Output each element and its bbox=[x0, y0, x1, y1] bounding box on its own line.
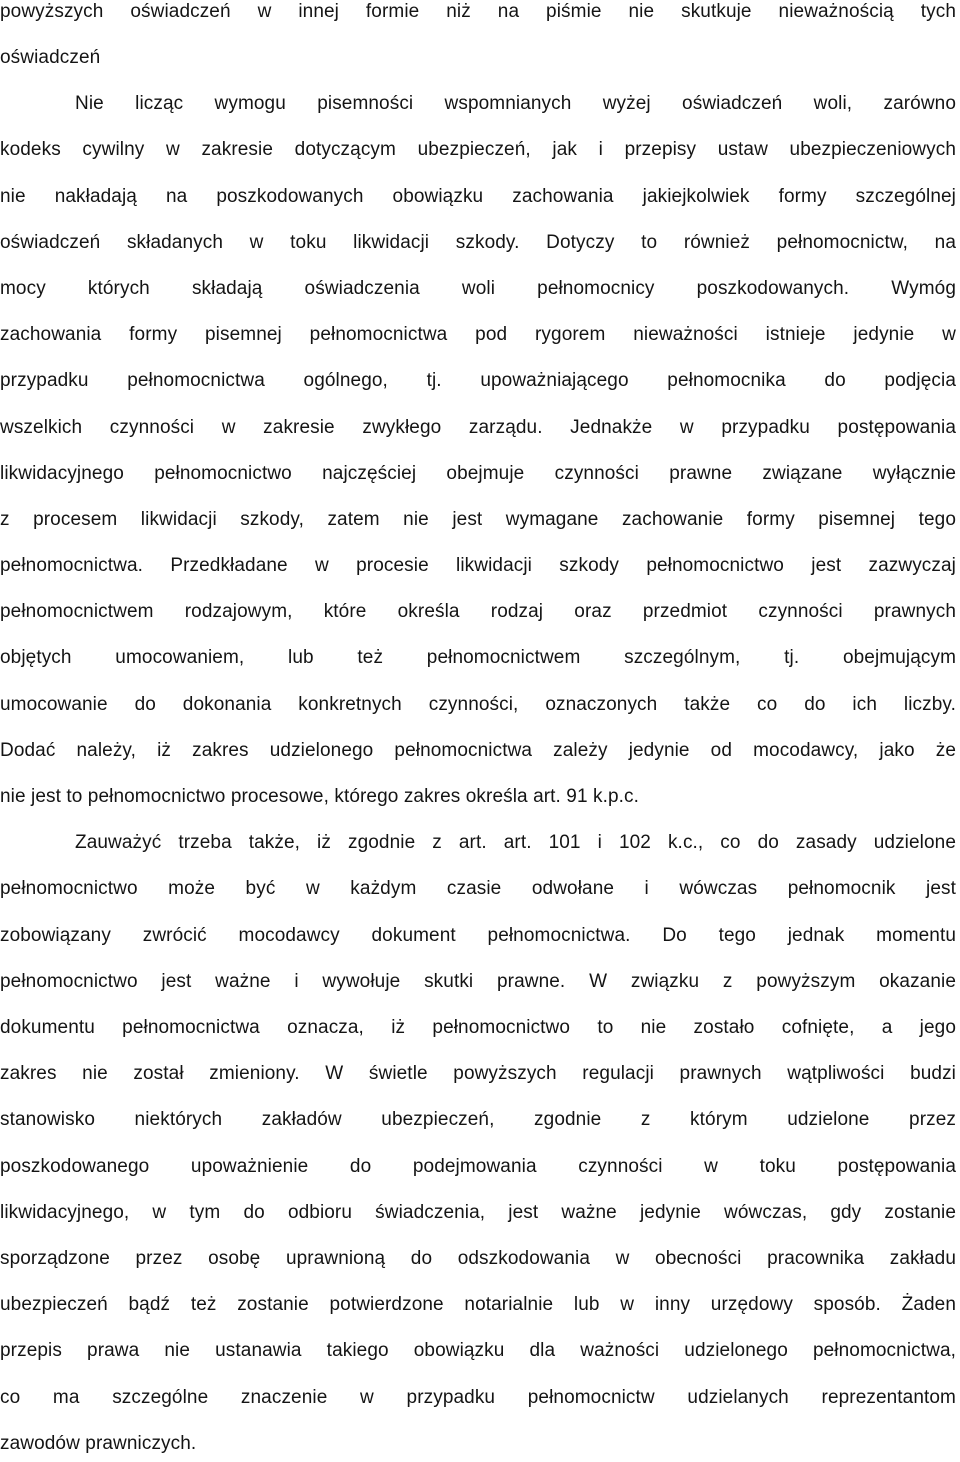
text-line: sporządzone przez osobę uprawnioną do odszkodowania w obecności pracownika zakładu bbox=[0, 1248, 956, 1269]
text-line: zawodów prawniczych. bbox=[0, 1433, 197, 1454]
text-line: kodeks cywilny w zakresie dotyczącym ubezpieczeń, jak i przepisy ustaw ubezpieczeniowych bbox=[0, 139, 956, 160]
text-line: oświadczeń składanych w toku likwidacji szkody. Dotyczy to również pełnomocnictw, na bbox=[0, 232, 956, 253]
text-line: umocowanie do dokonania konkretnych czynności, oznaczonych także co do ich liczby. bbox=[0, 694, 956, 715]
text-line: nie jest to pełnomocnictwo procesowe, którego zakres określa art. 91 k.p.c. bbox=[0, 786, 640, 807]
text-line: Zauważyć trzeba także, iż zgodnie z art. art. 101 i 102 k.c., co do zasady udzielone bbox=[75, 832, 956, 853]
text-line: przepis prawa nie ustanawia takiego obowiązku dla ważności udzielonego pełnomocnictwa, bbox=[0, 1340, 956, 1361]
text-line: zachowania formy pisemnej pełnomocnictwa pod rygorem nieważności istnieje jedynie w bbox=[0, 324, 956, 345]
text-line: zakres nie został zmieniony. W świetle powyższych regulacji prawnych wątpliwości budzi bbox=[0, 1063, 956, 1084]
text-line: Nie licząc wymogu pisemności wspomnianych wyżej oświadczeń woli, zarówno bbox=[75, 93, 956, 114]
text-line: powyższych oświadczeń w innej formie niż na piśmie nie skutkuje nieważnością tych bbox=[0, 1, 956, 22]
text-line: stanowisko niektórych zakładów ubezpieczeń, zgodnie z którym udzielone przez bbox=[0, 1109, 956, 1130]
text-line: Dodać należy, iż zakres udzielonego pełnomocnictwa zależy jedynie od mocodawcy, jako że bbox=[0, 740, 956, 761]
text-line: nie nakładają na poszkodowanych obowiązku zachowania jakiejkolwiek formy szczególnej bbox=[0, 186, 956, 207]
text-line: mocy których składają oświadczenia woli pełnomocnicy poszkodowanych. Wymóg bbox=[0, 278, 956, 299]
text-line: z procesem likwidacji szkody, zatem nie jest wymagane zachowanie formy pisemnej tego bbox=[0, 509, 956, 530]
text-line: objętych umocowaniem, lub też pełnomocnictwem szczególnym, tj. obejmującym bbox=[0, 647, 956, 668]
text-line: co ma szczególne znaczenie w przypadku pełnomocnictw udzielanych reprezentantom bbox=[0, 1387, 956, 1408]
text-line: zobowiązany zwrócić mocodawcy dokument pełnomocnictwa. Do tego jednak momentu bbox=[0, 925, 956, 946]
text-line: przypadku pełnomocnictwa ogólnego, tj. upoważniającego pełnomocnika do podjęcia bbox=[0, 370, 956, 391]
text-line: likwidacyjnego pełnomocnictwo najczęściej obejmuje czynności prawne związane wyłącznie bbox=[0, 463, 956, 484]
text-line: wszelkich czynności w zakresie zwykłego zarządu. Jednakże w przypadku postępowania bbox=[0, 417, 956, 438]
text-line: pełnomocnictwo jest ważne i wywołuje skutki prawne. W związku z powyższym okazanie bbox=[0, 971, 956, 992]
text-line: pełnomocnictwo może być w każdym czasie odwołane i wówczas pełnomocnik jest bbox=[0, 878, 956, 899]
text-line: ubezpieczeń bądź też zostanie potwierdzone notarialnie lub w inny urzędowy sposób. Żaden bbox=[0, 1294, 956, 1315]
text-line: likwidacyjnego, w tym do odbioru świadczenia, jest ważne jedynie wówczas, gdy zostanie bbox=[0, 1202, 956, 1223]
text-line: poszkodowanego upoważnienie do podejmowania czynności w toku postępowania bbox=[0, 1156, 956, 1177]
text-line: oświadczeń bbox=[0, 47, 101, 68]
text-line: dokumentu pełnomocnictwa oznacza, iż pełnomocnictwo to nie zostało cofnięte, a jego bbox=[0, 1017, 956, 1038]
text-line: pełnomocnictwa. Przedkładane w procesie likwidacji szkody pełnomocnictwo jest zazwyczaj bbox=[0, 555, 956, 576]
text-line: pełnomocnictwem rodzajowym, które określa rodzaj oraz przedmiot czynności prawnych bbox=[0, 601, 956, 622]
